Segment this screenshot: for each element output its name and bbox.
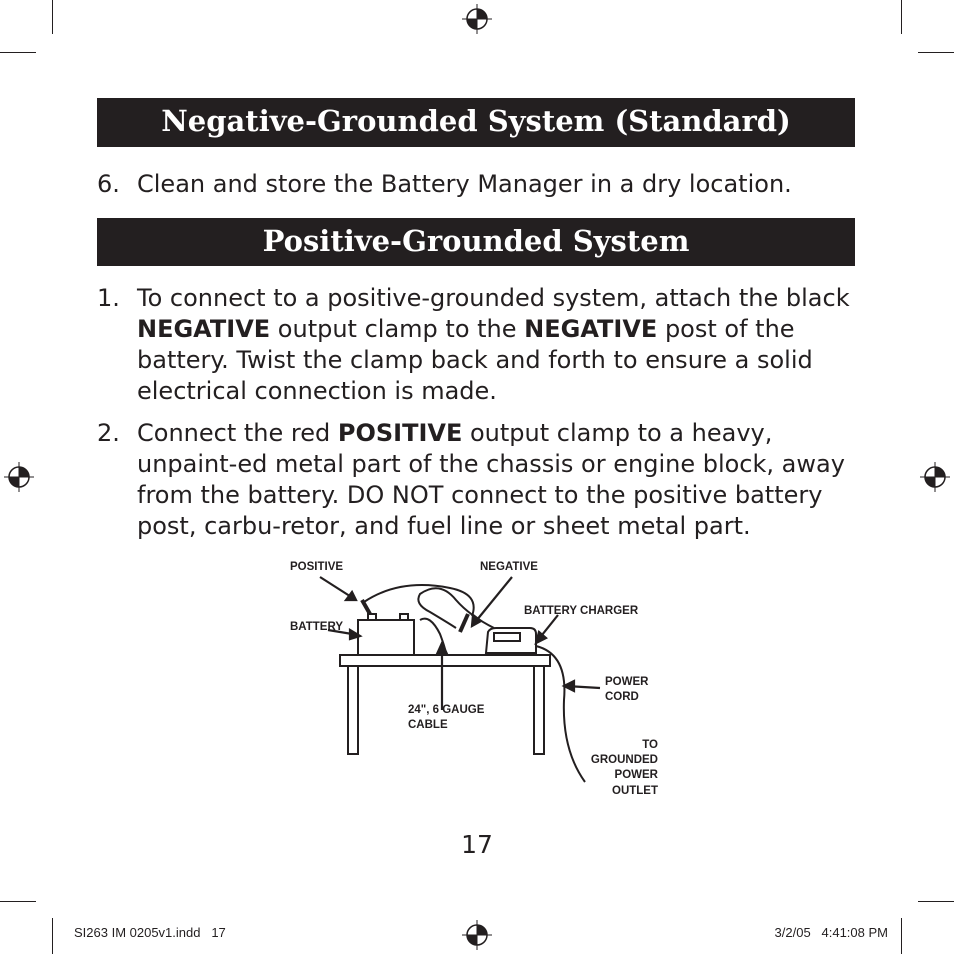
label-outlet: GROUNDED	[590, 754, 658, 766]
label-power-cord: CORD	[605, 691, 639, 703]
page-number: 17	[461, 830, 493, 859]
crop-mark	[52, 918, 53, 954]
registration-mark-icon	[462, 4, 492, 34]
clamp	[460, 614, 468, 632]
table-leg	[348, 666, 358, 754]
label-positive: POSITIVE	[290, 561, 344, 573]
crop-mark	[901, 0, 902, 34]
battery-box	[358, 620, 414, 655]
step-text	[137, 418, 862, 542]
step-number: 6.	[97, 170, 120, 198]
step-1	[97, 283, 862, 407]
crop-mark	[918, 901, 954, 902]
label-cable: CABLE	[408, 719, 448, 731]
label-power-cord: POWER	[605, 676, 649, 688]
crop-mark	[0, 901, 36, 902]
slug-timestamp: 3/2/05 4:41:08 PM	[774, 925, 888, 940]
step-text-part: To connect to a positive-grounded system, attach the black	[137, 284, 850, 312]
label-battery: BATTERY	[290, 621, 344, 633]
cable-loop	[418, 588, 494, 628]
crop-mark	[918, 52, 954, 53]
connection-diagram	[280, 550, 680, 810]
table-leg	[534, 666, 544, 754]
emphasis-negative: NEGATIVE	[524, 315, 658, 343]
registration-mark-icon	[920, 462, 950, 492]
emphasis-positive: POSITIVE	[337, 419, 463, 447]
label-cable: 24", 6 GAUGE	[408, 704, 485, 716]
step-2	[97, 418, 862, 542]
step-text: Clean and store the Battery Manager in a dry location.	[137, 170, 792, 198]
battery-post	[400, 614, 408, 620]
slug-file-info: SI263 IM 0205v1.indd 17	[74, 925, 226, 940]
label-battery-charger: BATTERY CHARGER	[524, 605, 639, 617]
label-outlet: POWER	[614, 769, 658, 781]
table-top	[340, 655, 550, 666]
crop-mark	[52, 0, 53, 34]
section-header-negative-grounded: Negative-Grounded System (Standard)	[97, 98, 855, 147]
label-negative: NEGATIVE	[480, 561, 538, 573]
step-text	[137, 283, 862, 407]
step-6	[97, 169, 862, 200]
registration-mark-icon	[4, 462, 34, 492]
step-text-part: post of the battery. Twist the clamp back and forth to ensure a solid electrical connection is made.	[137, 315, 813, 405]
section-header-positive-grounded: Positive-Grounded System	[97, 218, 855, 266]
label-outlet: OUTLET	[612, 785, 658, 797]
emphasis-negative: NEGATIVE	[137, 315, 271, 343]
crop-mark	[901, 918, 902, 954]
step-text-part: Connect the red	[137, 419, 338, 447]
crop-mark	[0, 52, 36, 53]
step-number: 1.	[97, 284, 120, 312]
step-text-part: output clamp to a heavy, unpaint-ed metal part of the chassis or engine block, away from the battery. DO NOT connect to the positive battery post, carbu-retor, and fuel line or sheet metal part.	[137, 419, 845, 540]
clamp	[362, 600, 370, 614]
battery-post	[368, 614, 376, 620]
registration-mark-icon	[462, 920, 492, 950]
label-outlet: TO	[642, 739, 658, 751]
step-text-part: output clamp to the	[270, 315, 525, 343]
step-number: 2.	[97, 419, 120, 447]
